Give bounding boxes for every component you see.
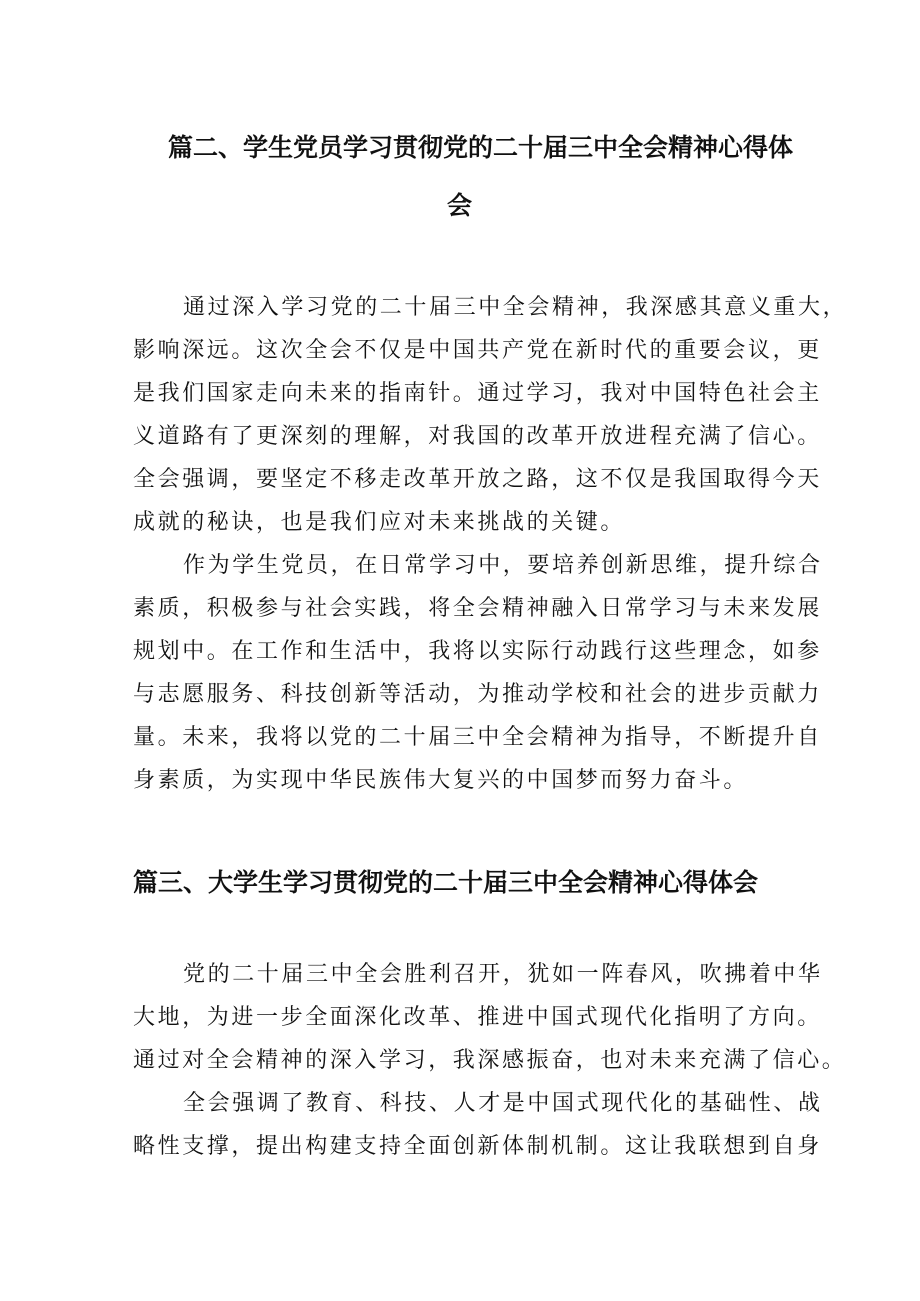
paragraph-line: 义道路有了更深刻的理解，对我国的改革开放进程充满了信心。 xyxy=(133,424,822,449)
paragraph-line: 通过深入学习党的二十届三中全会精神，我深感其意义重大， xyxy=(183,295,848,320)
paragraph-line: 规划中。在工作和生活中，我将以实际行动践行这些理念，如参 xyxy=(133,639,822,664)
paragraph-line: 党的二十届三中全会胜利召开，犹如一阵春风，吹拂着中华 xyxy=(183,962,823,987)
section-3-paragraph-1 xyxy=(133,953,847,1082)
paragraph-line: 作为学生党员，在日常学习中，要培养创新思维，提升综合 xyxy=(183,553,823,578)
section-3-paragraph-2 xyxy=(133,1082,823,1168)
paragraph-line: 全会强调了教育、科技、人才是中国式现代化的基础性、战 xyxy=(183,1091,823,1116)
section-2-title-line-1: 篇二、学生党员学习贯彻党的二十届三中全会精神心得体 xyxy=(168,133,794,162)
paragraph-line: 略性支撑，提出构建支持全面创新体制机制。这让我联想到自身 xyxy=(133,1134,822,1159)
paragraph-line: 全会强调，要坚定不移走改革开放之路，这不仅是我国取得今天 xyxy=(133,467,822,492)
paragraph-line: 成就的秘诀，也是我们应对未来挑战的关键。 xyxy=(133,510,626,535)
section-3-title: 篇三、大学生学习贯彻党的二十届三中全会精神心得体会 xyxy=(133,868,759,897)
paragraph-line: 大地，为进一步全面深化改革、推进中国式现代化指明了方向。 xyxy=(133,1005,822,1030)
section-2-title-line-2: 会 xyxy=(447,191,473,220)
paragraph-line: 是我们国家走向未来的指南针。通过学习，我对中国特色社会主 xyxy=(133,381,822,406)
paragraph-line: 与志愿服务、科技创新等活动，为推动学校和社会的进步贡献力 xyxy=(133,682,822,707)
paragraph-line: 通过对全会精神的深入学习，我深感振奋，也对未来充满了信心。 xyxy=(133,1048,847,1073)
paragraph-line: 量。未来，我将以党的二十届三中全会精神为指导，不断提升自 xyxy=(133,725,822,750)
section-2-paragraph-2 xyxy=(133,544,823,802)
paragraph-line: 素质，积极参与社会实践，将全会精神融入日常学习与未来发展 xyxy=(133,596,822,621)
paragraph-line: 影响深远。这次全会不仅是中国共产党在新时代的重要会议，更 xyxy=(133,338,822,363)
section-2-paragraph-1 xyxy=(133,286,848,544)
paragraph-line: 身素质，为实现中华民族伟大复兴的中国梦而努力奋斗。 xyxy=(133,768,749,793)
